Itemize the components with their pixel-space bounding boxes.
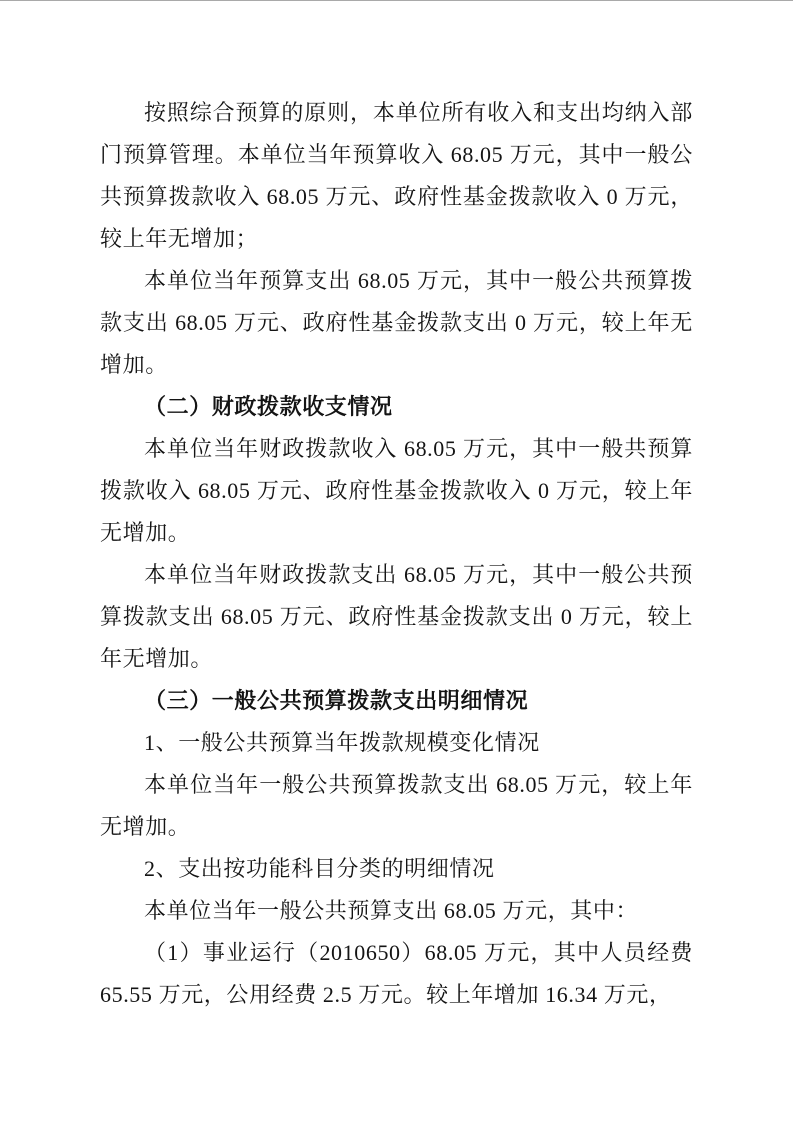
paragraph-operation-item-detail: （1）事业运行（2010650）68.05 万元，其中人员经费 65.55 万元，公用经费 2.5 万元。较上年增加 16.34 万元， [100, 940, 693, 1007]
section-heading-2-fiscal-appropriation: （二）财政拨款收支情况 [144, 394, 393, 419]
paragraph-public-budget-expense: 本单位当年一般公共预算拨款支出 68.05 万元，较上年无增加。 [100, 772, 693, 839]
list-item-1-scale-change: 1、一般公共预算当年拨款规模变化情况 [144, 730, 540, 755]
list-item-2-function-classification: 2、支出按功能科目分类的明细情况 [144, 856, 495, 881]
paragraph-fiscal-expense: 本单位当年财政拨款支出 68.05 万元，其中一般公共预算拨款支出 68.05 万元、政府性基金拨款支出 0 万元，较上年无增加。 [100, 562, 693, 671]
paragraph-public-budget-total: 本单位当年一般公共预算支出 68.05 万元，其中： [144, 898, 639, 923]
paragraph-budget-overview-income: 按照综合预算的原则，本单位所有收入和支出均纳入部门预算管理。本单位当年预算收入 68.05 万元，其中一般公共预算拨款收入 68.05 万元、政府性基金拨款收入 0 万元，较上年无增加； [100, 100, 693, 251]
section-heading-3-public-budget-detail: （三）一般公共预算拨款支出明细情况 [144, 688, 529, 713]
paragraph-fiscal-income: 本单位当年财政拨款收入 68.05 万元，其中一般共预算拨款收入 68.05 万元、政府性基金拨款收入 0 万元，较上年无增加。 [100, 436, 693, 545]
paragraph-budget-overview-expense: 本单位当年预算支出 68.05 万元，其中一般公共预算拨款支出 68.05 万元、政府性基金拨款支出 0 万元，较上年无增加。 [100, 268, 693, 377]
